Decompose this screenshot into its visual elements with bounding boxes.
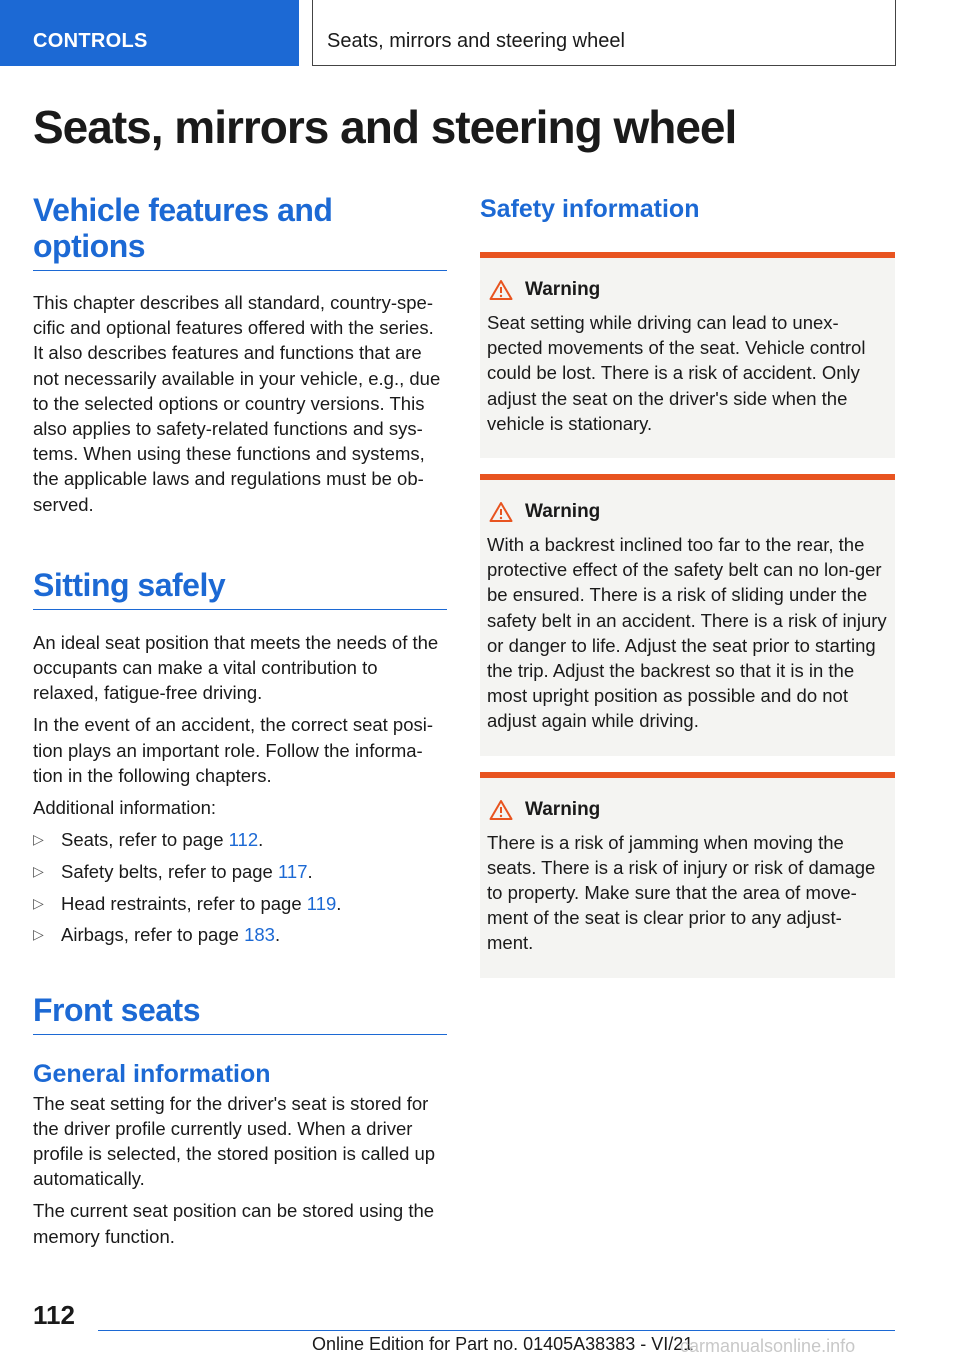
warning-text: With a backrest inclined too far to the rear, the protective effect of the safety belt can no lon-ger be ensured. There is a risk of sliding under the safety belt in an accident. There is a risk of injury or danger to life. Adjust the seat prior to starting the trip. Adjust the backrest so that it is in the most upright position as possible and do not adjust again while driving. — [487, 534, 887, 732]
section-tab — [0, 0, 299, 66]
page-number: 112 — [33, 1300, 75, 1330]
sitting-safely-para1: An ideal seat position that meets the needs of the occupants can make a vital contribution to relaxed, fatigue-free driving. — [33, 631, 439, 704]
section-front-seats — [33, 992, 447, 1249]
watermark: carmanualsonline.info — [680, 1336, 856, 1356]
warning-box — [480, 252, 895, 458]
additional-info-label: Additional information: — [33, 797, 217, 819]
list-item: ▷ Safety belts, refer to page 117. — [33, 859, 447, 884]
warning-box — [480, 474, 895, 756]
warning-header — [487, 498, 887, 526]
warning-header — [487, 796, 887, 824]
edition-text: Online Edition for Part no. 01405A38383 - VI/21 — [312, 1334, 694, 1354]
warning-title: Warning — [525, 798, 601, 820]
safety-information-heading: Safety information — [480, 195, 700, 223]
triangle-right-icon: ▷ — [33, 831, 44, 848]
warning-title: Warning — [525, 279, 601, 300]
front-seats-para1: The seat setting for the driver's seat is stored for the driver profile currently used. When a driver profile is selected, the stored position is called up automatically. — [33, 1092, 436, 1190]
list-item: ▷ Head restraints, refer to page 119. — [33, 891, 447, 916]
page-link[interactable]: 112 — [228, 829, 259, 851]
triangle-right-icon: ▷ — [33, 926, 44, 943]
vehicle-features-body: This chapter describes all standard, country-spe-cific and optional features offered with the series. It also describes features and functions that are not necessarily available in your vehicle, e.g., due to the selected options or country versions. This also applies to safety-related functions and sys-tems. When using these functions and systems, the applicable laws and regulations must be ob-served. — [33, 292, 441, 515]
list-item: ▷ Airbags, refer to page 183. — [33, 922, 447, 947]
page-link[interactable]: 183 — [244, 924, 275, 946]
warning-triangle-icon — [489, 279, 513, 301]
sitting-safely-heading: Sitting safely — [33, 567, 447, 610]
warning-text: There is a risk of jamming when moving the seats. There is a risk of injury or risk of damage to property. Make sure that the area of move-ment of the seat is clear prior to any adjust-ment. — [487, 831, 876, 954]
warning-triangle-icon — [489, 799, 513, 821]
triangle-right-icon: ▷ — [33, 894, 44, 911]
general-information-heading: General information — [33, 1059, 271, 1088]
reference-list — [33, 827, 447, 947]
footer-rule — [98, 1330, 895, 1331]
left-column — [33, 192, 447, 1249]
section-vehicle-features — [33, 192, 447, 517]
sitting-safely-para2: In the event of an accident, the correct seat posi-tion plays an important role. Follow the informa-tion in the following chapters. — [33, 714, 434, 786]
right-column — [480, 192, 895, 978]
warning-header — [487, 276, 887, 304]
section-label: CONTROLS — [33, 30, 148, 52]
section-sitting-safely — [33, 567, 447, 948]
front-seats-para2: The current seat position can be stored using the memory function. — [33, 1200, 435, 1247]
page-title: Seats, mirrors and steering wheel — [33, 101, 737, 153]
chapter-tab — [312, 0, 896, 66]
warning-title: Warning — [525, 501, 601, 523]
vehicle-features-heading: Vehicle features and options — [33, 192, 447, 271]
chapter-label: Seats, mirrors and steering wheel — [327, 30, 625, 52]
page-link[interactable]: 119 — [306, 892, 337, 914]
warning-triangle-icon — [489, 501, 513, 523]
page-link[interactable]: 117 — [278, 860, 308, 882]
page-header — [0, 0, 960, 66]
front-seats-heading: Front seats — [33, 992, 447, 1035]
warning-box — [480, 772, 895, 978]
list-item: ▷ Seats, refer to page 112. — [33, 827, 447, 852]
triangle-right-icon: ▷ — [33, 862, 44, 879]
warning-text: Seat setting while driving can lead to unex-pected movements of the seat. Vehicle control could be lost. There is a risk of accident. Only adjust the seat on the driver's side when the vehicle is stationary. — [487, 312, 866, 434]
